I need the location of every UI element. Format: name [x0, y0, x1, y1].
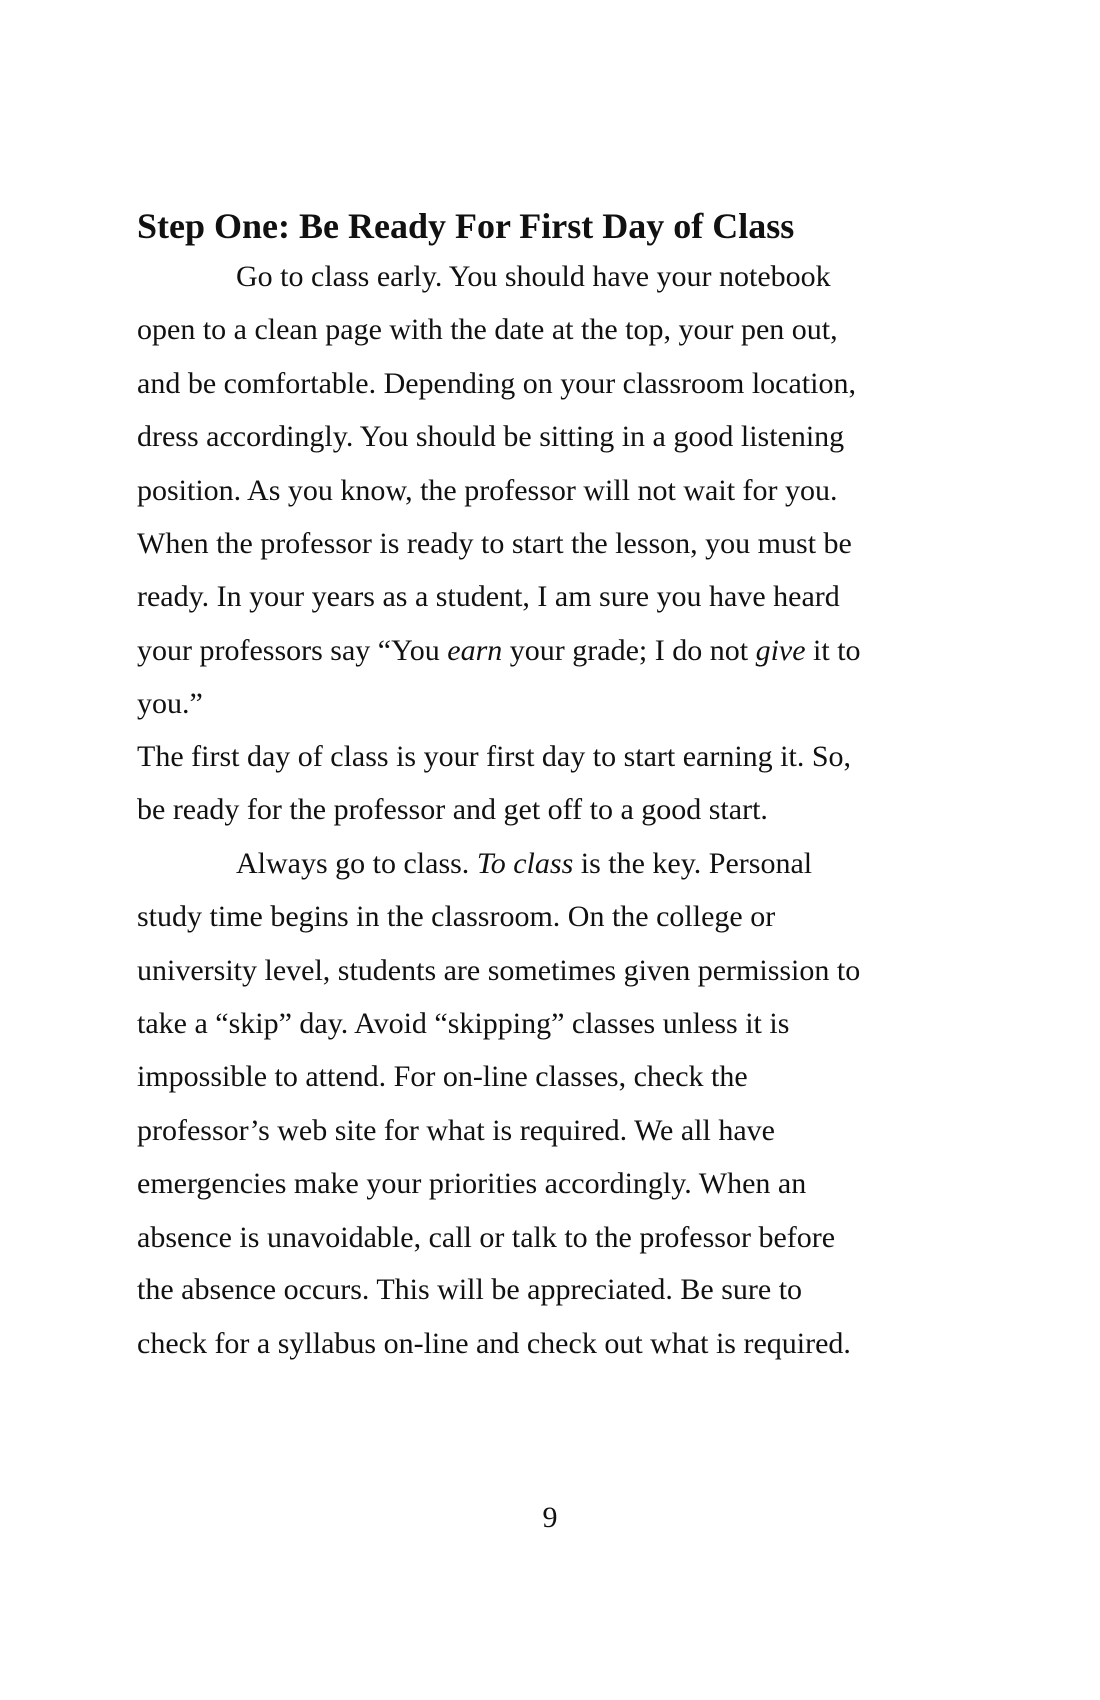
italic-text: To class	[476, 847, 574, 880]
text-line	[137, 1166, 806, 1202]
text-line	[137, 739, 851, 775]
text-line	[137, 1006, 789, 1042]
text-segment: ready. In your years as a student, I am sure you have heard	[137, 580, 840, 613]
text-segment: professor’s web site for what is required. We all have	[137, 1114, 775, 1147]
text-line	[236, 846, 812, 882]
text-segment: your professors say “You	[137, 634, 448, 667]
text-segment: university level, students are sometimes given permission to	[137, 954, 861, 987]
text-segment: your grade; I do not	[502, 634, 756, 667]
text-segment: check for a syllabus on-line and check out what is required.	[137, 1327, 851, 1360]
text-segment: is the key. Personal	[573, 847, 813, 880]
text-segment: impossible to attend. For on-line classes, check the	[137, 1060, 748, 1093]
section-heading: Step One: Be Ready For First Day of Class	[137, 206, 795, 246]
text-segment: Always go to class.	[236, 847, 477, 880]
text-line	[137, 792, 768, 828]
text-line	[137, 686, 203, 722]
text-line	[137, 953, 860, 989]
text-line	[137, 1272, 802, 1308]
text-segment: be ready for the professor and get off to a good start.	[137, 793, 768, 826]
text-line	[137, 1059, 748, 1095]
text-segment: position. As you know, the professor will not wait for you.	[137, 474, 838, 507]
text-line	[137, 579, 840, 615]
text-segment: emergencies make your priorities accordingly. When an	[137, 1167, 807, 1200]
text-segment: the absence occurs. This will be appreciated. Be sure to	[137, 1273, 803, 1306]
text-segment: and be comfortable. Depending on your classroom location,	[137, 367, 856, 400]
text-line	[137, 419, 844, 455]
text-line	[137, 312, 838, 348]
text-line	[137, 1326, 851, 1362]
text-line	[137, 1220, 835, 1256]
text-line	[236, 259, 831, 295]
page-number: 9	[542, 1501, 558, 1534]
text-line	[137, 526, 852, 562]
text-line	[137, 633, 861, 669]
text-segment: Go to class early. You should have your notebook	[236, 260, 831, 293]
text-segment: take a “skip” day. Avoid “skipping” classes unless it is	[137, 1007, 790, 1040]
text-segment: When the professor is ready to start the lesson, you must be	[137, 527, 852, 560]
text-segment: The first day of class is your first day to start earning it. So,	[137, 740, 852, 773]
text-line	[137, 366, 856, 402]
italic-text: earn	[447, 634, 503, 667]
text-segment: absence is unavoidable, call or talk to the professor before	[137, 1221, 836, 1254]
text-segment: study time begins in the classroom. On the college or	[137, 900, 776, 933]
text-segment: it to	[805, 634, 861, 667]
text-line	[137, 899, 775, 935]
text-segment: dress accordingly. You should be sitting in a good listening	[137, 420, 845, 453]
italic-text: give	[755, 634, 806, 667]
text-segment: you.”	[137, 687, 203, 720]
text-line	[137, 473, 838, 509]
text-segment: open to a clean page with the date at the top, your pen out,	[137, 313, 838, 346]
text-line	[137, 1113, 775, 1149]
